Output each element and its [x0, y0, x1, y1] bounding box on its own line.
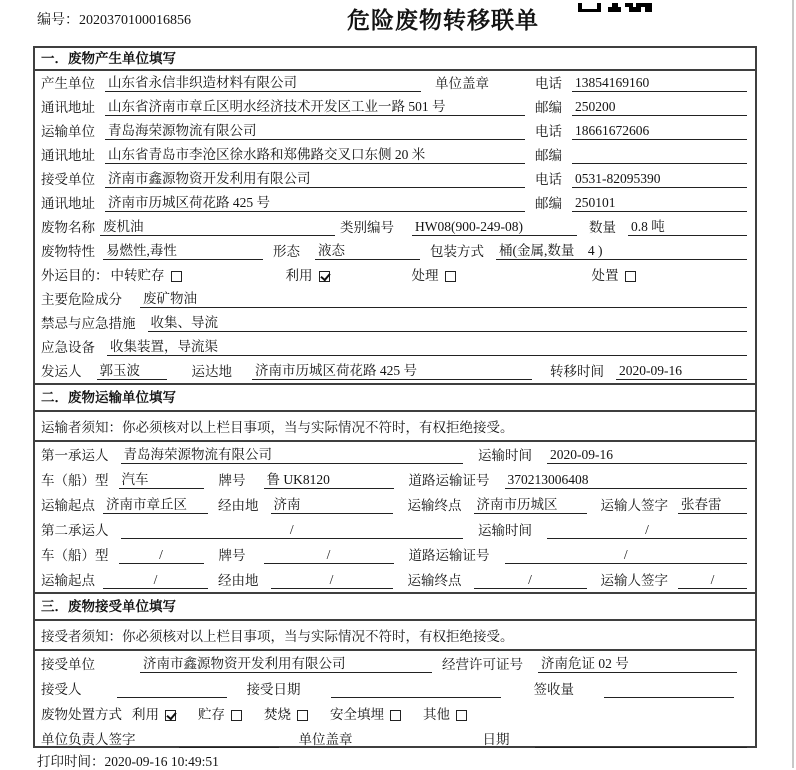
receiver-address-value: 济南市历城区荷花路 425 号	[105, 191, 525, 212]
checkbox-icon	[297, 710, 308, 721]
checkbox-icon	[445, 271, 456, 282]
checkbox-icon	[390, 710, 401, 721]
producer-row	[35, 71, 755, 95]
plate2-value: /	[264, 547, 394, 564]
transfer-purpose-row	[35, 263, 755, 287]
disposal-option-label: 贮存	[198, 707, 225, 722]
receiver-zip-value: 250101	[572, 195, 747, 212]
checkbox-checked-icon	[319, 271, 330, 282]
producer-value: 山东省永信非织造材料有限公司	[105, 71, 421, 92]
producer-seal-label: 单位盖章	[435, 76, 489, 91]
disposal-option-utilize	[132, 703, 176, 723]
producer-phone-value: 13854169160	[572, 75, 747, 92]
transport-time2-value: /	[547, 522, 747, 539]
disposal-option-landfill	[330, 703, 401, 723]
transporter-notice-row	[35, 412, 755, 442]
responsible-sign-label: 单位负责人签字	[41, 732, 136, 747]
transporter-phone-value: 18661672606	[572, 123, 747, 140]
transporter-label: 运输单位	[41, 124, 95, 139]
destination-label: 运达地	[191, 364, 232, 379]
first-carrier-label: 第一承运人	[41, 448, 109, 463]
route-via-value: 济南	[271, 493, 393, 514]
first-carrier-value: 青岛海荣源物流有限公司	[121, 443, 464, 464]
operating-license-value: 济南危证 02 号	[538, 652, 737, 673]
transporter-address-label: 通讯地址	[41, 148, 95, 163]
waste-traits-value: 易燃性,毒性	[103, 239, 263, 260]
checkbox-checked-icon	[165, 710, 176, 721]
disposal-option-storage	[198, 703, 242, 723]
print-time	[37, 750, 219, 770]
disposal-option-label: 利用	[132, 707, 159, 722]
accepting-unit-label: 接受单位	[41, 657, 95, 672]
taboo-measures-value: 收集、导流	[148, 311, 748, 332]
waste-name-label: 废物名称	[41, 220, 95, 235]
transporter-address-value: 山东省青岛市李沧区徐水路和郑佛路交叉口东侧 20 米	[105, 143, 525, 164]
route2-via-label: 经由地	[218, 573, 259, 588]
receiver-notice-text: 你必须核对以上栏目事项，当与实际情况不符时，有权拒绝接受。	[122, 629, 514, 644]
road-license-value: 370213006408	[505, 472, 748, 489]
route-start-label: 运输起点	[41, 498, 95, 513]
checkbox-icon	[231, 710, 242, 721]
transporter-address-row	[35, 143, 755, 167]
route-end-value: 济南市历城区	[474, 493, 587, 514]
print-time-value: 2020-09-16 10:49:51	[104, 754, 219, 769]
waste-packaging-label: 包装方式	[430, 244, 484, 259]
operating-license-label: 经营许可证号	[442, 657, 523, 672]
accepting-unit-row	[35, 651, 755, 676]
receiver-value: 济南市鑫源物资开发利用有限公司	[105, 167, 525, 188]
purpose-option-utilize	[286, 264, 330, 284]
purpose-option-label: 中转贮存	[110, 268, 165, 283]
signed-amount-value	[604, 697, 734, 698]
section1-heading: 一．废物产生单位填写	[35, 48, 755, 71]
second-carrier-label: 第二承运人	[41, 523, 109, 538]
accept-date-value	[331, 697, 501, 698]
receiver-address-label: 通讯地址	[41, 196, 95, 211]
serial-label: 编号：	[37, 13, 79, 28]
dispatcher-value: 郭玉波	[97, 359, 167, 380]
road-license2-label: 道路运输证号	[408, 548, 490, 563]
first-carrier-row	[35, 442, 755, 467]
plate-label: 牌号	[218, 473, 246, 488]
producer-zip-value: 250200	[572, 99, 747, 116]
checkbox-icon	[625, 271, 636, 282]
section3-heading: 三．废物接受单位填写	[35, 592, 755, 621]
purpose-option-label: 处理	[411, 268, 439, 283]
waste-quantity-value: 0.8 吨	[628, 215, 747, 236]
route2-start-value: /	[103, 572, 208, 589]
disposal-option-label: 焚烧	[264, 707, 291, 722]
purpose-option-treat	[412, 264, 456, 284]
disposal-option-label: 其他	[423, 707, 450, 722]
receiver-row	[35, 167, 755, 191]
plate2-label: 牌号	[218, 548, 246, 563]
receiver-zip-label: 邮编	[535, 196, 562, 211]
date-label: 日期	[482, 732, 510, 747]
route2-row	[35, 567, 755, 592]
destination-value: 济南市历城区荷花路 425 号	[252, 359, 532, 380]
hazard-components-value: 废矿物油	[140, 287, 747, 308]
waste-category-value: HW08(900-249-08)	[412, 219, 577, 236]
vehicle2-row	[35, 542, 755, 567]
producer-address-value: 山东省济南市章丘区明水经济技术开发区工业一路 501 号	[105, 95, 525, 116]
print-time-label: 打印时间：	[37, 754, 105, 769]
carrier2-sign-label: 运输人签字	[600, 573, 668, 588]
route2-end-label: 运输终点	[407, 573, 462, 588]
transport-time-value: 2020-09-16	[547, 447, 747, 464]
waste-name-value: 废机油	[100, 215, 335, 236]
purpose-option-label: 利用	[285, 268, 313, 283]
transporter-phone-label: 电话	[535, 124, 562, 139]
route-via-label: 经由地	[218, 498, 259, 513]
disposal-method-label: 废物处置方式	[41, 707, 122, 722]
signed-amount-label: 签收量	[533, 682, 574, 697]
transfer-time-value: 2020-09-16	[616, 363, 747, 380]
disposal-method-row	[35, 701, 755, 726]
page-title: 危险废物转移联单	[347, 8, 539, 33]
qr-code-fragment	[578, 0, 652, 16]
dispatch-row	[35, 359, 755, 383]
second-carrier-value: /	[121, 522, 464, 539]
producer-zip-label: 邮编	[535, 100, 562, 115]
carrier-sign-value: 张春雷	[678, 493, 747, 514]
purpose-option-label: 处置	[591, 268, 619, 283]
route2-end-value: /	[474, 572, 587, 589]
waste-traits-row	[35, 239, 755, 263]
route2-via-value: /	[271, 572, 393, 589]
taboo-measures-label: 禁忌与应急措施	[41, 316, 136, 331]
waste-traits-label: 废物特性	[41, 244, 95, 259]
waste-category-label: 类别编号	[340, 220, 394, 235]
transporter-zip-label: 邮编	[535, 148, 562, 163]
transport-time2-label: 运输时间	[478, 523, 532, 538]
carrier-sign-label: 运输人签字	[600, 498, 668, 513]
vehicle-type2-label: 车（船）型	[41, 548, 109, 563]
transfer-purpose-label: 外运目的：	[41, 268, 109, 283]
transporter-notice-text: 你必须核对以上栏目事项，当与实际情况不符时，有权拒绝接受。	[122, 420, 514, 435]
acceptor-label: 接受人	[41, 682, 82, 697]
transporter-zip-value	[572, 163, 747, 164]
route1-row	[35, 492, 755, 517]
signature-row	[35, 726, 755, 751]
waste-form-label: 形态	[273, 244, 300, 259]
purpose-option-dispose	[592, 264, 636, 284]
disposal-option-other	[423, 703, 467, 723]
receiver-notice-label: 接受者须知：	[41, 629, 122, 644]
emergency-equipment-row	[35, 335, 755, 359]
waste-name-row	[35, 215, 755, 239]
disposal-option-label: 安全填埋	[330, 707, 384, 722]
transfer-time-label: 转移时间	[550, 364, 604, 379]
transporter-value: 青岛海荣源物流有限公司	[105, 119, 525, 140]
road-license-label: 道路运输证号	[408, 473, 490, 488]
route-end-label: 运输终点	[407, 498, 462, 513]
receiver-phone-label: 电话	[535, 172, 562, 187]
date-value	[535, 747, 748, 748]
accept-date-label: 接受日期	[246, 682, 301, 697]
producer-address-row	[35, 95, 755, 119]
receiver-address-row	[35, 191, 755, 215]
route-start-value: 济南市章丘区	[103, 493, 208, 514]
vehicle-type-label: 车（船）型	[41, 473, 109, 488]
taboo-measures-row	[35, 311, 755, 335]
transporter-row	[35, 119, 755, 143]
producer-address-label: 通讯地址	[41, 100, 95, 115]
hazard-components-row	[35, 287, 755, 311]
waste-quantity-label: 数量	[589, 220, 616, 235]
transport-time-label: 运输时间	[478, 448, 532, 463]
vehicle-type-value: 汽车	[119, 468, 204, 489]
road-license2-value: /	[505, 547, 748, 564]
carrier2-sign-value: /	[678, 572, 747, 589]
route2-start-label: 运输起点	[41, 573, 95, 588]
waste-form-value: 液态	[315, 239, 420, 260]
transporter-notice-label: 运输者须知：	[41, 420, 122, 435]
producer-label: 产生单位	[41, 76, 95, 91]
plate-value: 鲁 UK8120	[264, 468, 394, 489]
serial-value: 2020370100016856	[79, 13, 191, 28]
receiver-notice-row	[35, 621, 755, 651]
accepting-unit-value: 济南市鑫源物资开发利用有限公司	[140, 652, 432, 673]
checkbox-icon	[456, 710, 467, 721]
responsible-sign-value	[179, 747, 279, 748]
receiver-phone-value: 0531-82095390	[572, 171, 747, 188]
hazard-components-label: 主要危险成分	[41, 292, 122, 307]
emergency-equipment-value: 收集装置，导流渠	[107, 335, 747, 356]
dispatcher-label: 发运人	[41, 364, 82, 379]
page-edge-line	[792, 0, 794, 768]
checkbox-icon	[171, 271, 182, 282]
unit-seal-label: 单位盖章	[298, 732, 353, 747]
disposal-option-incinerate	[264, 703, 308, 723]
waste-packaging-value: 桶(金属,数量 4 )	[496, 239, 747, 260]
emergency-equipment-label: 应急设备	[41, 340, 95, 355]
vehicle1-row	[35, 467, 755, 492]
section2-heading: 二．废物运输单位填写	[35, 383, 755, 412]
acceptor-value	[117, 697, 227, 698]
receiver-label: 接受单位	[41, 172, 95, 187]
acceptance-row	[35, 676, 755, 701]
producer-phone-label: 电话	[535, 76, 562, 91]
vehicle-type2-value: /	[119, 547, 204, 564]
purpose-option-transfer-storage	[111, 264, 182, 284]
second-carrier-row	[35, 517, 755, 542]
transfer-manifest-form	[33, 46, 757, 748]
